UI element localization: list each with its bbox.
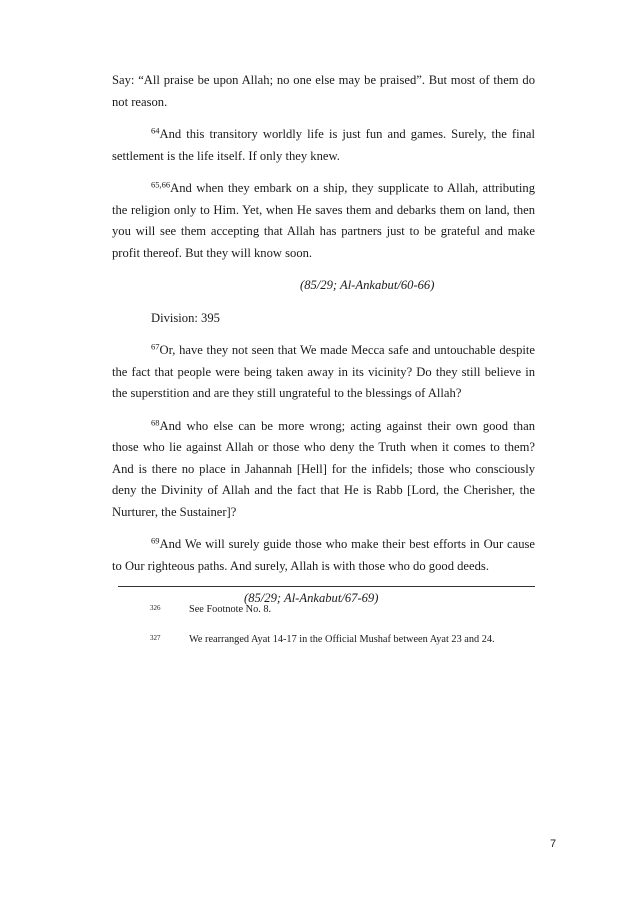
verse-text: Say: “All praise be upon Allah; no one else may be praised”. But most of them do not reason. — [112, 73, 535, 109]
verse-text: And when they embark on a ship, they supplicate to Allah, attributing the religion only to Him. Yet, when He saves them and debarks them on land, then you will see them accepting that Allah has partners just to be grateful and make profit thereof. But they will know soon. — [112, 181, 535, 260]
footnote-number: 327 — [150, 634, 161, 642]
verse-paragraph — [112, 178, 535, 264]
footnotes — [150, 602, 540, 662]
footnote-text: We rearranged Ayat 14-17 in the Official Mushaf between Ayat 23 and 24. — [189, 634, 495, 645]
verse-text: And who else can be more wrong; acting against their own good than those who lie against Allah or those who deny the Truth when it comes to them? And is there no place in Jahannah [Hell] for the infidels; those who consciously deny the Divinity of Allah and the fact that He is Rabb [Lord, the Cherisher, the Nurturer, the Sustainer]? — [112, 418, 535, 519]
page-number: 7 — [550, 838, 557, 850]
footnote-separator — [118, 586, 535, 587]
verse-text: And this transitory worldly life is just fun and games. Surely, the final settlement is the life itself. If only they knew. — [112, 127, 535, 163]
footnote — [150, 632, 540, 647]
footnote-number: 326 — [150, 604, 161, 612]
surah-reference: (85/29; Al-Ankabut/60-66) — [300, 278, 435, 292]
verse-paragraph — [112, 70, 535, 113]
verse-paragraph — [112, 534, 535, 577]
division-heading: Division: 395 — [151, 310, 220, 325]
verse-paragraph — [112, 124, 535, 167]
surah-reference: (85/29; Al-Ankabut/67-69) — [244, 591, 379, 605]
verse-paragraph — [112, 416, 535, 524]
document-body — [112, 70, 535, 621]
verse-number: 64 — [151, 125, 160, 136]
verse-text: And We will surely guide those who make their best efforts in Our cause to Our righteous paths. And surely, Allah is with those who do good deeds. — [112, 537, 535, 573]
footnote-text: See Footnote No. 8. — [189, 604, 272, 615]
verse-text: Or, have they not seen that We made Mecca safe and untouchable despite the fact that people were being taken away in its vicinity? Do they still believe in the superstition and are they still ungrateful to the blessings of Allah? — [112, 343, 535, 400]
verse-number: 69 — [151, 535, 160, 546]
verse-number: 65,66 — [151, 179, 171, 190]
verse-number: 67 — [151, 341, 160, 352]
verse-paragraph — [112, 340, 535, 405]
verse-number: 68 — [151, 416, 160, 427]
footnote — [150, 602, 540, 617]
